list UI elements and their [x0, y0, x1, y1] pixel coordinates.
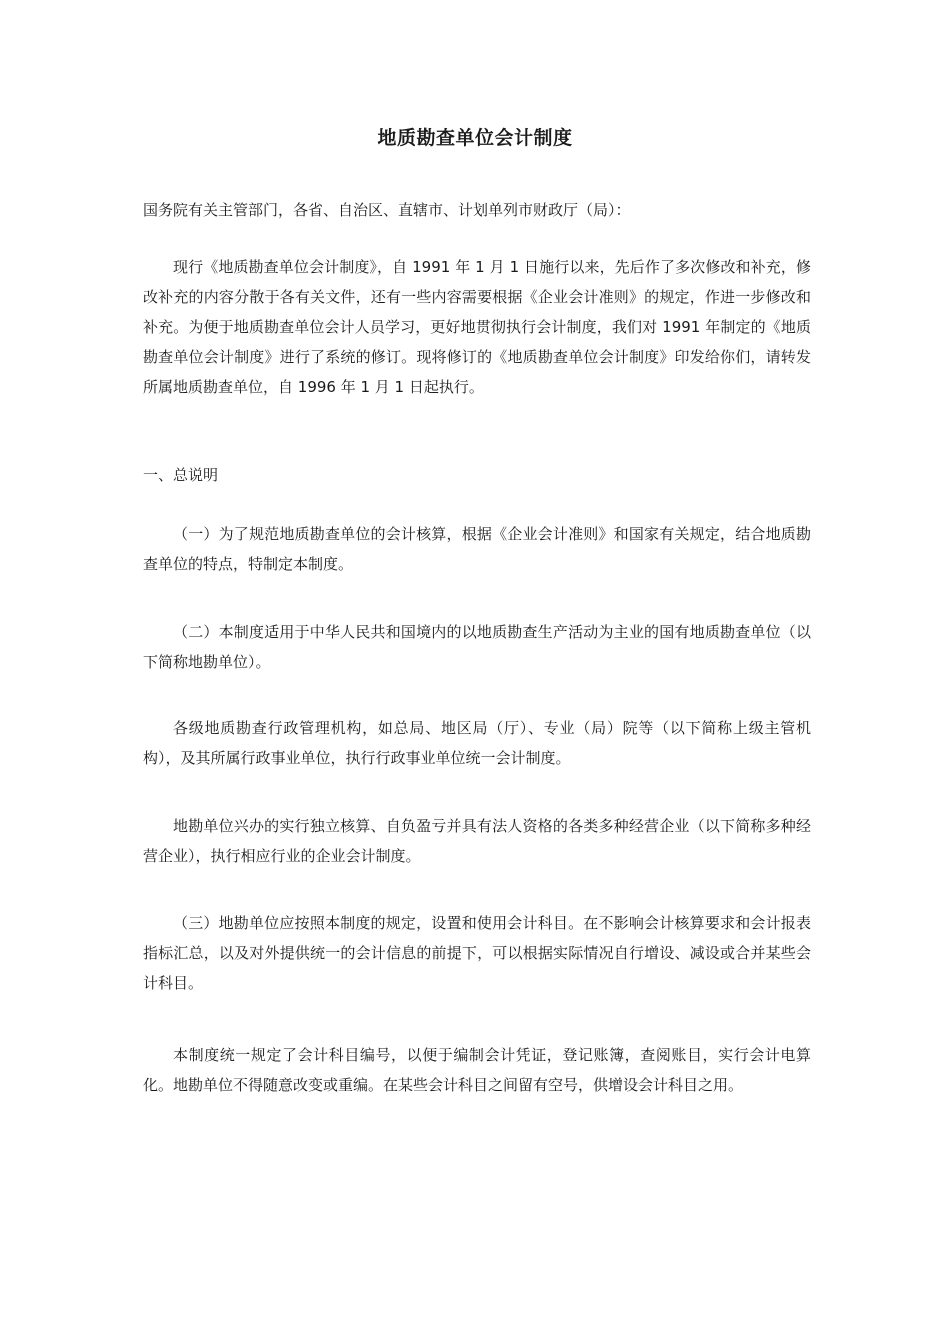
section-heading: 一、总说明 — [143, 466, 219, 484]
paragraph-3: 各级地质勘查行政管理机构，如总局、地区局（厅）、专业（局）院等（以下简称上级主管机构），及其所属行政事业单位，执行行政事业单位统一会计制度。 — [143, 719, 811, 767]
document-title: 地质勘查单位会计制度 — [377, 127, 573, 149]
paragraph-6: 本制度统一规定了会计科目编号，以便于编制会计凭证，登记账簿，查阅账目，实行会计电算化。地勘单位不得随意改变或重编。在某些会计科目之间留有空号，供增设会计科目之用。 — [143, 1046, 811, 1094]
intro-paragraph: 现行《地质勘查单位会计制度》，自 1991 年 1 月 1 日施行以来，先后作了多次修改和补充，修改补充的内容分散于各有关文件，还有一些内容需要根据《企业会计准则》的规定，作进一步修改和补充。为便于地质勘查单位会计人员学习，更好地贯彻执行会计制度，我们对 1991 年制定的《地质勘查单位会计制度》进行了系统的修订。现将修订的《地质勘查单位会计制度》印发给你们，请转发所属地质勘查单位，自 1996 年 1 月 1 日起执行。 — [143, 258, 811, 396]
paragraph-5: （三）地勘单位应按照本制度的规定，设置和使用会计科目。在不影响会计核算要求和会计报表指标汇总，以及对外提供统一的会计信息的前提下，可以根据实际情况自行增设、减设或合并某些会计科目。 — [143, 914, 811, 992]
paragraph-2: （二）本制度适用于中华人民共和国境内的以地质勘查生产活动为主业的国有地质勘查单位（以下简称地勘单位）。 — [143, 623, 811, 671]
paragraph-1: （一）为了规范地质勘查单位的会计核算，根据《企业会计准则》和国家有关规定，结合地质勘查单位的特点，特制定本制度。 — [143, 525, 811, 573]
addressee-line: 国务院有关主管部门，各省、自治区、直辖市、计划单列市财政厅（局）： — [143, 201, 631, 219]
paragraph-4: 地勘单位兴办的实行独立核算、自负盈亏并具有法人资格的各类多种经营企业（以下简称多种经营企业），执行相应行业的企业会计制度。 — [143, 817, 811, 865]
